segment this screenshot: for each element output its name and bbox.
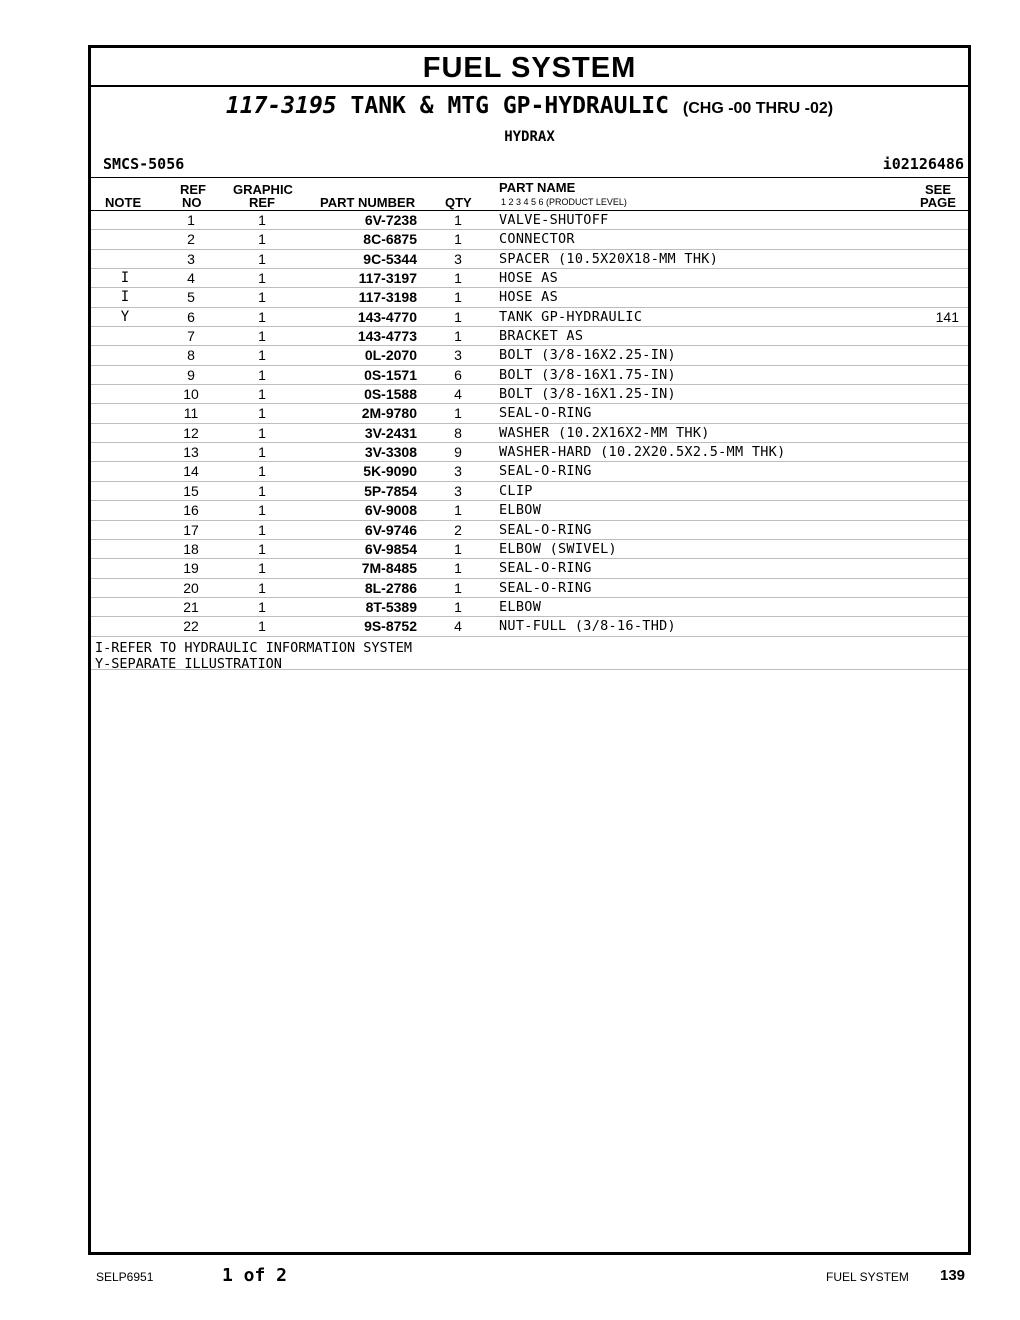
ref-no-cell: 3 <box>187 250 195 267</box>
ref-no-cell: 10 <box>183 386 199 403</box>
note-cell: I <box>120 289 130 306</box>
table-row <box>91 308 968 327</box>
doc-code: SELP6951 <box>96 1270 154 1284</box>
table-row <box>91 230 968 249</box>
see-page-cell: 141 <box>935 308 959 325</box>
graphic-ref-cell: 1 <box>258 308 266 325</box>
part-number-cell: 5P-7854 <box>364 482 417 499</box>
part-number-cell: 9C-5344 <box>363 250 417 267</box>
table-row <box>91 211 968 230</box>
group-subtitle: HYDRAX <box>504 129 555 145</box>
ref-no-cell: 21 <box>183 598 199 615</box>
col-qty: QTY <box>445 195 472 210</box>
part-name-cell: BRACKET AS <box>499 328 584 345</box>
part-number-cell: 8T-5389 <box>365 598 417 615</box>
ref-no-cell: 2 <box>187 231 195 248</box>
part-name-cell: BOLT (3/8-16X1.25-IN) <box>499 386 676 403</box>
graphic-ref-cell: 1 <box>258 250 266 267</box>
col-graphic-bottom: REF <box>249 195 275 210</box>
part-name-cell: SEAL-O-RING <box>499 560 592 577</box>
ref-no-cell: 17 <box>183 521 199 538</box>
table-row <box>91 404 968 423</box>
qty-cell: 1 <box>454 502 462 519</box>
table-row <box>91 617 968 636</box>
qty-cell: 1 <box>454 270 462 287</box>
footer-section: FUEL SYSTEM <box>826 1270 909 1284</box>
part-name-cell: ELBOW <box>499 502 542 519</box>
graphic-ref-cell: 1 <box>258 463 266 480</box>
smcs-code: SMCS-5056 <box>103 155 185 173</box>
table-row <box>91 385 968 404</box>
part-name-cell: WASHER (10.2X16X2-MM THK) <box>499 424 710 441</box>
ref-no-cell: 20 <box>183 579 199 596</box>
table-row <box>91 346 968 365</box>
graphic-ref-cell: 1 <box>258 444 266 461</box>
part-number-cell: 9S-8752 <box>364 618 417 635</box>
ref-no-cell: 12 <box>183 424 199 441</box>
qty-cell: 9 <box>454 444 462 461</box>
table-row <box>91 540 968 559</box>
table-row <box>91 424 968 443</box>
part-number-cell: 3V-3308 <box>364 444 417 461</box>
ref-no-cell: 13 <box>183 444 199 461</box>
part-name-cell: SEAL-O-RING <box>499 463 592 480</box>
page-frame <box>88 45 971 1255</box>
qty-cell: 1 <box>454 598 462 615</box>
part-number-cell: 8C-6875 <box>363 231 417 248</box>
qty-cell: 1 <box>454 560 462 577</box>
ref-no-cell: 5 <box>187 289 195 306</box>
qty-cell: 1 <box>454 405 462 422</box>
part-name-cell: VALVE-SHUTOFF <box>499 212 609 228</box>
qty-cell: 3 <box>454 347 462 364</box>
table-row <box>91 579 968 598</box>
qty-cell: 4 <box>454 618 462 635</box>
ref-no-cell: 6 <box>187 308 195 325</box>
group-part-number: 117-3195 <box>225 93 337 119</box>
ref-no-cell: 22 <box>183 618 199 635</box>
part-number-cell: 7M-8485 <box>361 560 417 577</box>
ref-no-cell: 11 <box>183 405 199 422</box>
col-part-name: PART NAME <box>499 180 576 195</box>
table-row <box>91 462 968 481</box>
page-number: 139 <box>940 1267 966 1284</box>
note-cell: Y <box>120 308 130 325</box>
parts-list <box>91 211 968 637</box>
graphic-ref-cell: 1 <box>258 212 266 228</box>
qty-cell: 1 <box>454 579 462 596</box>
table-row <box>91 559 968 578</box>
qty-cell: 1 <box>454 289 462 306</box>
graphic-ref-cell: 1 <box>258 579 266 596</box>
footnote: I-REFER TO HYDRAULIC INFORMATION SYSTEM <box>95 639 412 656</box>
qty-cell: 1 <box>454 308 462 325</box>
graphic-ref-cell: 1 <box>258 502 266 519</box>
graphic-ref-cell: 1 <box>258 540 266 557</box>
graphic-ref-cell: 1 <box>258 347 266 364</box>
part-number-cell: 0S-1588 <box>364 386 417 403</box>
part-number-cell: 8L-2786 <box>364 579 417 596</box>
qty-cell: 1 <box>454 231 462 248</box>
part-name-cell: CONNECTOR <box>499 231 575 248</box>
part-number-cell: 6V-7238 <box>364 212 417 228</box>
graphic-ref-cell: 1 <box>258 424 266 441</box>
table-row <box>91 443 968 462</box>
illustration-id: i02126486 <box>882 155 964 173</box>
qty-cell: 3 <box>454 463 462 480</box>
graphic-ref-cell: 1 <box>258 386 266 403</box>
table-row <box>91 501 968 520</box>
part-number-cell: 117-3197 <box>358 270 417 287</box>
qty-cell: 3 <box>454 482 462 499</box>
col-product-levels: 1 2 3 4 5 6 (PRODUCT LEVEL) <box>501 197 627 207</box>
qty-cell: 2 <box>454 521 462 538</box>
footnote: Y-SEPARATE ILLUSTRATION <box>95 655 282 672</box>
col-see-bottom: PAGE <box>920 195 956 210</box>
group-header <box>91 87 968 178</box>
ref-no-cell: 19 <box>183 560 199 577</box>
part-name-cell: ELBOW (SWIVEL) <box>499 540 617 557</box>
part-name-cell: CLIP <box>499 482 533 499</box>
part-number-cell: 0S-1571 <box>364 366 417 383</box>
table-row <box>91 482 968 501</box>
qty-cell: 1 <box>454 328 462 345</box>
graphic-ref-cell: 1 <box>258 366 266 383</box>
change-range: (CHG -00 THRU -02) <box>682 100 834 117</box>
graphic-ref-cell: 1 <box>258 521 266 538</box>
part-name-cell: SEAL-O-RING <box>499 405 592 422</box>
col-part-number: PART NUMBER <box>320 195 416 210</box>
page-of: 1 of 2 <box>222 1265 288 1286</box>
part-number-cell: 0L-2070 <box>364 347 417 364</box>
graphic-ref-cell: 1 <box>258 560 266 577</box>
ref-no-cell: 1 <box>187 212 195 228</box>
table-row <box>91 269 968 288</box>
part-name-cell: SEAL-O-RING <box>499 521 592 538</box>
qty-cell: 8 <box>454 424 462 441</box>
graphic-ref-cell: 1 <box>258 270 266 287</box>
section-title: FUEL SYSTEM <box>91 48 968 87</box>
graphic-ref-cell: 1 <box>258 618 266 635</box>
part-name-cell: WASHER-HARD (10.2X20.5X2.5-MM THK) <box>499 444 786 461</box>
table-row <box>91 288 968 307</box>
ref-no-cell: 7 <box>187 328 195 345</box>
part-number-cell: 6V-9008 <box>364 502 417 519</box>
graphic-ref-cell: 1 <box>258 328 266 345</box>
group-title <box>91 93 968 119</box>
table-row <box>91 521 968 540</box>
ref-no-cell: 16 <box>183 502 199 519</box>
part-number-cell: 117-3198 <box>358 289 417 306</box>
part-number-cell: 2M-9780 <box>361 405 417 422</box>
note-cell: I <box>120 270 130 287</box>
part-number-cell: 143-4773 <box>357 328 417 345</box>
part-name-cell: BOLT (3/8-16X2.25-IN) <box>499 347 676 364</box>
table-row <box>91 250 968 269</box>
ref-no-cell: 15 <box>183 482 199 499</box>
col-graphic-top: GRAPHIC <box>233 182 293 197</box>
column-headers <box>91 178 968 211</box>
qty-cell: 6 <box>454 366 462 383</box>
col-ref-bottom: NO <box>182 195 202 210</box>
part-number-cell: 6V-9854 <box>364 540 417 557</box>
qty-cell: 1 <box>454 540 462 557</box>
table-row <box>91 327 968 346</box>
graphic-ref-cell: 1 <box>258 289 266 306</box>
part-number-cell: 6V-9746 <box>364 521 417 538</box>
ref-no-cell: 8 <box>187 347 195 364</box>
graphic-ref-cell: 1 <box>258 405 266 422</box>
part-name-cell: TANK GP-HYDRAULIC <box>499 308 643 325</box>
part-name-cell: HOSE AS <box>499 289 558 306</box>
part-number-cell: 143-4770 <box>357 308 417 325</box>
ref-no-cell: 18 <box>183 540 199 557</box>
part-name-cell: BOLT (3/8-16X1.75-IN) <box>499 366 676 383</box>
qty-cell: 4 <box>454 386 462 403</box>
col-note: NOTE <box>105 195 142 210</box>
qty-cell: 3 <box>454 250 462 267</box>
table-row <box>91 366 968 385</box>
ref-no-cell: 9 <box>187 366 195 383</box>
part-name-cell: NUT-FULL (3/8-16-THD) <box>499 618 676 635</box>
page-footer <box>0 1265 1020 1289</box>
part-number-cell: 5K-9090 <box>363 463 417 480</box>
graphic-ref-cell: 1 <box>258 231 266 248</box>
ref-no-cell: 4 <box>187 270 195 287</box>
part-number-cell: 3V-2431 <box>364 424 417 441</box>
part-name-cell: SEAL-O-RING <box>499 579 592 596</box>
group-name: TANK & MTG GP-HYDRAULIC <box>350 93 670 119</box>
col-ref-top: REF <box>180 182 206 197</box>
part-name-cell: HOSE AS <box>499 270 558 287</box>
graphic-ref-cell: 1 <box>258 598 266 615</box>
graphic-ref-cell: 1 <box>258 482 266 499</box>
col-see-top: SEE <box>925 182 952 197</box>
part-name-cell: ELBOW <box>499 598 542 615</box>
qty-cell: 1 <box>454 212 462 228</box>
ref-no-cell: 14 <box>183 463 199 480</box>
footnotes <box>91 637 968 670</box>
part-name-cell: SPACER (10.5X20X18-MM THK) <box>499 250 719 267</box>
table-row <box>91 598 968 617</box>
